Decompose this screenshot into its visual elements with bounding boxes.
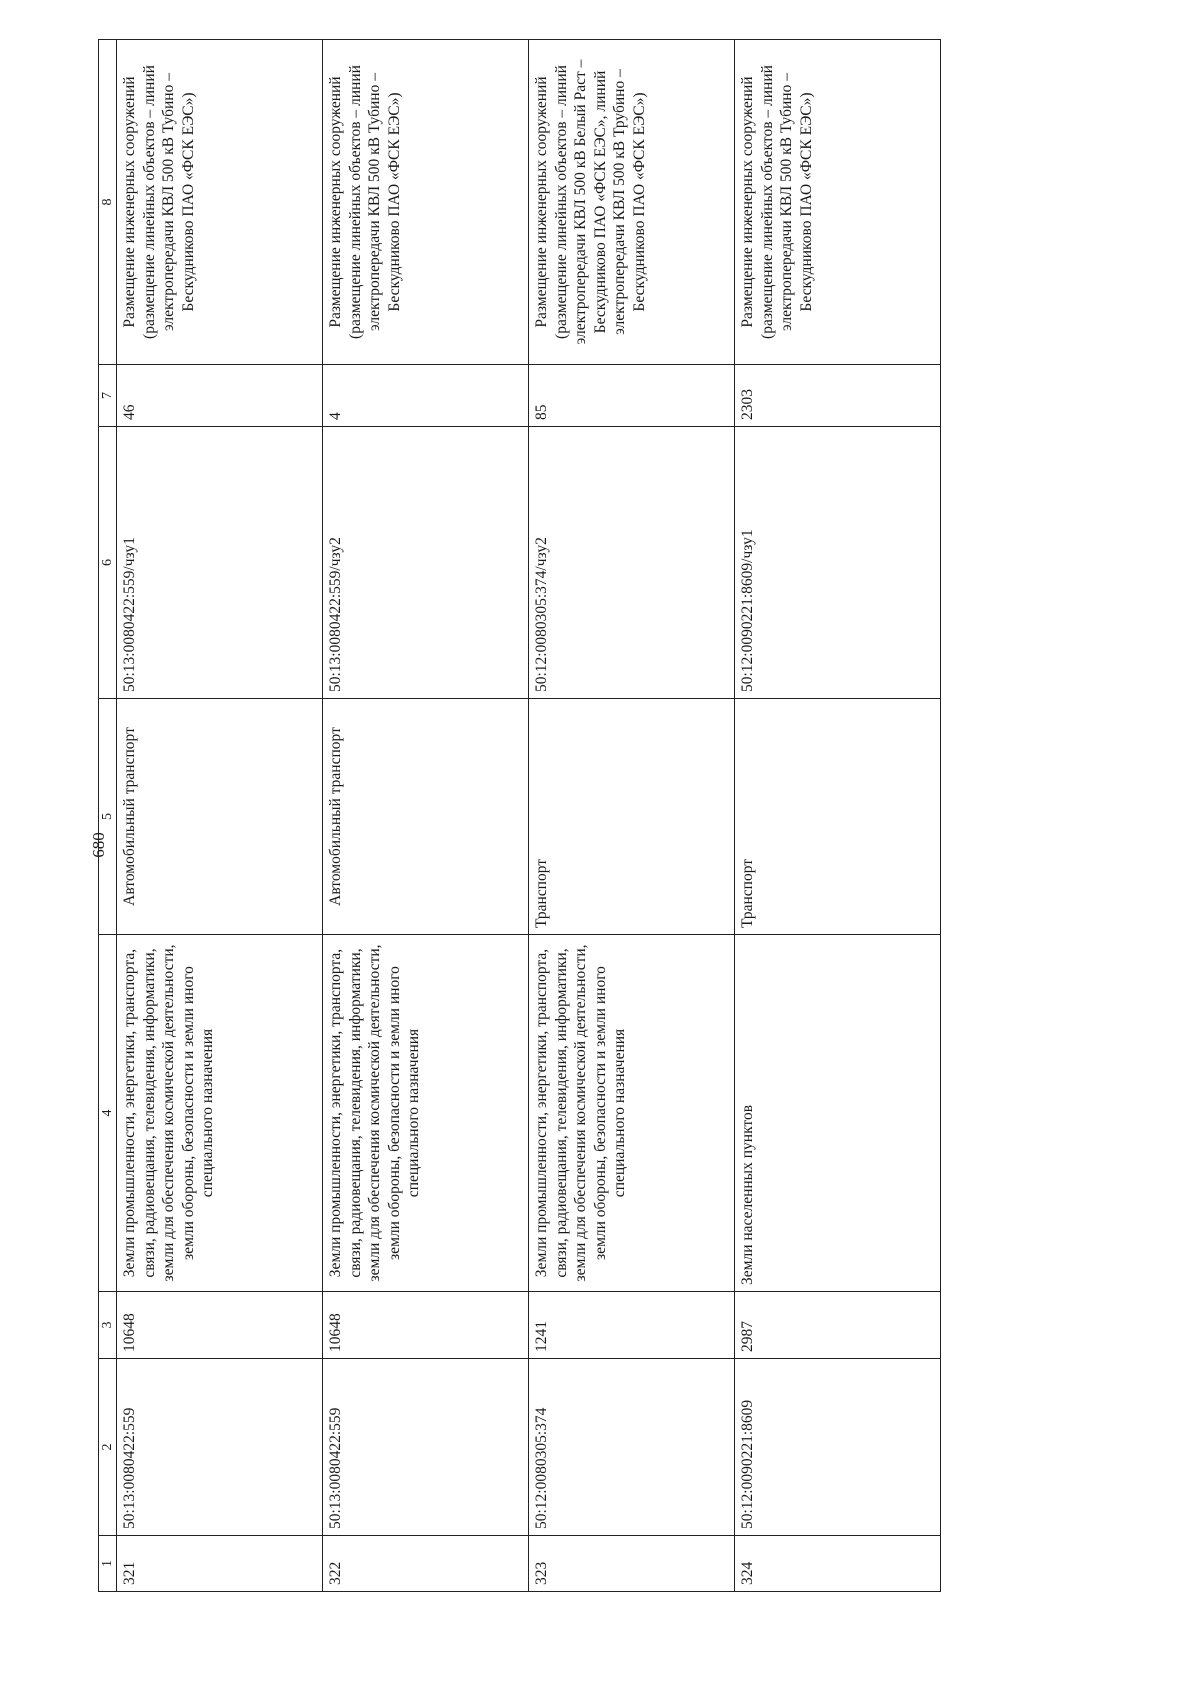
part-area: 46: [117, 365, 323, 427]
table-row: [117, 40, 323, 1592]
cadastral-number: 50:12:0090221:8609: [735, 1359, 941, 1536]
column-header: 6: [99, 427, 117, 699]
plot-area: 10648: [323, 1292, 529, 1359]
cadastral-number: 50:13:0080422:559: [117, 1359, 323, 1536]
part-area: 2303: [735, 365, 941, 427]
plot-part-number: 50:13:0080422:559/чзу2: [323, 427, 529, 699]
plot-part-number: 50:12:0090221:8609/чзу1: [735, 427, 941, 699]
plot-part-number: 50:12:0080305:374/чзу2: [529, 427, 735, 699]
page-number: 680: [89, 832, 108, 858]
land-category: Земли промышленности, энергетики, транспорта, связи, радиовещания, телевидения, информатики, земли для обеспечения космической деятельности, земли обороны, безопасности и земли иного специального назначения: [529, 935, 735, 1292]
part-area: 4: [323, 365, 529, 427]
rotated-content: [98, 40, 936, 1592]
purpose: Размещение инженерных сооружений (размещение линейных объектов – линий электропередачи КВЛ 500 кВ Тубино – Бескудниково ПАО «ФСК ЕЭС»): [323, 40, 529, 365]
column-header: 4: [99, 935, 117, 1292]
land-plot-table: [98, 39, 941, 1592]
table-row: [529, 40, 735, 1592]
cadastral-number: 50:12:0080305:374: [529, 1359, 735, 1536]
land-category: Земли населенных пунктов: [735, 935, 941, 1292]
plot-part-number: 50:13:0080422:559/чзу1: [117, 427, 323, 699]
rotated-page: [98, 40, 936, 1592]
purpose: Размещение инженерных сооружений (размещение линейных объектов – линий электропередачи КВЛ 500 кВ Тубино – Бескудниково ПАО «ФСК ЕЭС»): [117, 40, 323, 365]
table-row: [735, 40, 941, 1592]
purpose: Размещение инженерных сооружений (размещение линейных объектов – линий электропередачи КВЛ 500 кВ Белый Раст – Бескудниково ПАО «ФСК ЕЭС», линий электропередачи КВЛ 500 кВ Трубино – Бескудниково ПАО «ФСК ЕЭС»): [529, 40, 735, 365]
permitted-use: Транспорт: [735, 699, 941, 935]
table-row: [323, 40, 529, 1592]
plot-area: 1241: [529, 1292, 735, 1359]
column-header: 3: [99, 1292, 117, 1359]
land-category: Земли промышленности, энергетики, транспорта, связи, радиовещания, телевидения, информатики, земли для обеспечения космической деятельности, земли обороны, безопасности и земли иного специального назначения: [117, 935, 323, 1292]
permitted-use: Автомобильный транспорт: [117, 699, 323, 935]
column-header: 2: [99, 1359, 117, 1536]
land-category: Земли промышленности, энергетики, транспорта, связи, радиовещания, телевидения, информатики, земли для обеспечения космической деятельности, земли обороны, безопасности и земли иного специального назначения: [323, 935, 529, 1292]
plot-area: 10648: [117, 1292, 323, 1359]
column-header: 1: [99, 1536, 117, 1592]
header-row: [99, 40, 117, 1592]
row-number: 321: [117, 1536, 323, 1592]
row-number: 322: [323, 1536, 529, 1592]
cadastral-number: 50:13:0080422:559: [323, 1359, 529, 1536]
permitted-use: Транспорт: [529, 699, 735, 935]
purpose: Размещение инженерных сооружений (размещение линейных объектов – линий электропередачи КВЛ 500 кВ Тубино – Бескудниково ПАО «ФСК ЕЭС»): [735, 40, 941, 365]
permitted-use: Автомобильный транспорт: [323, 699, 529, 935]
column-header: 5: [99, 699, 117, 935]
part-area: 85: [529, 365, 735, 427]
column-header: 7: [99, 365, 117, 427]
row-number: 323: [529, 1536, 735, 1592]
column-header: 8: [99, 40, 117, 365]
row-number: 324: [735, 1536, 941, 1592]
plot-area: 2987: [735, 1292, 941, 1359]
